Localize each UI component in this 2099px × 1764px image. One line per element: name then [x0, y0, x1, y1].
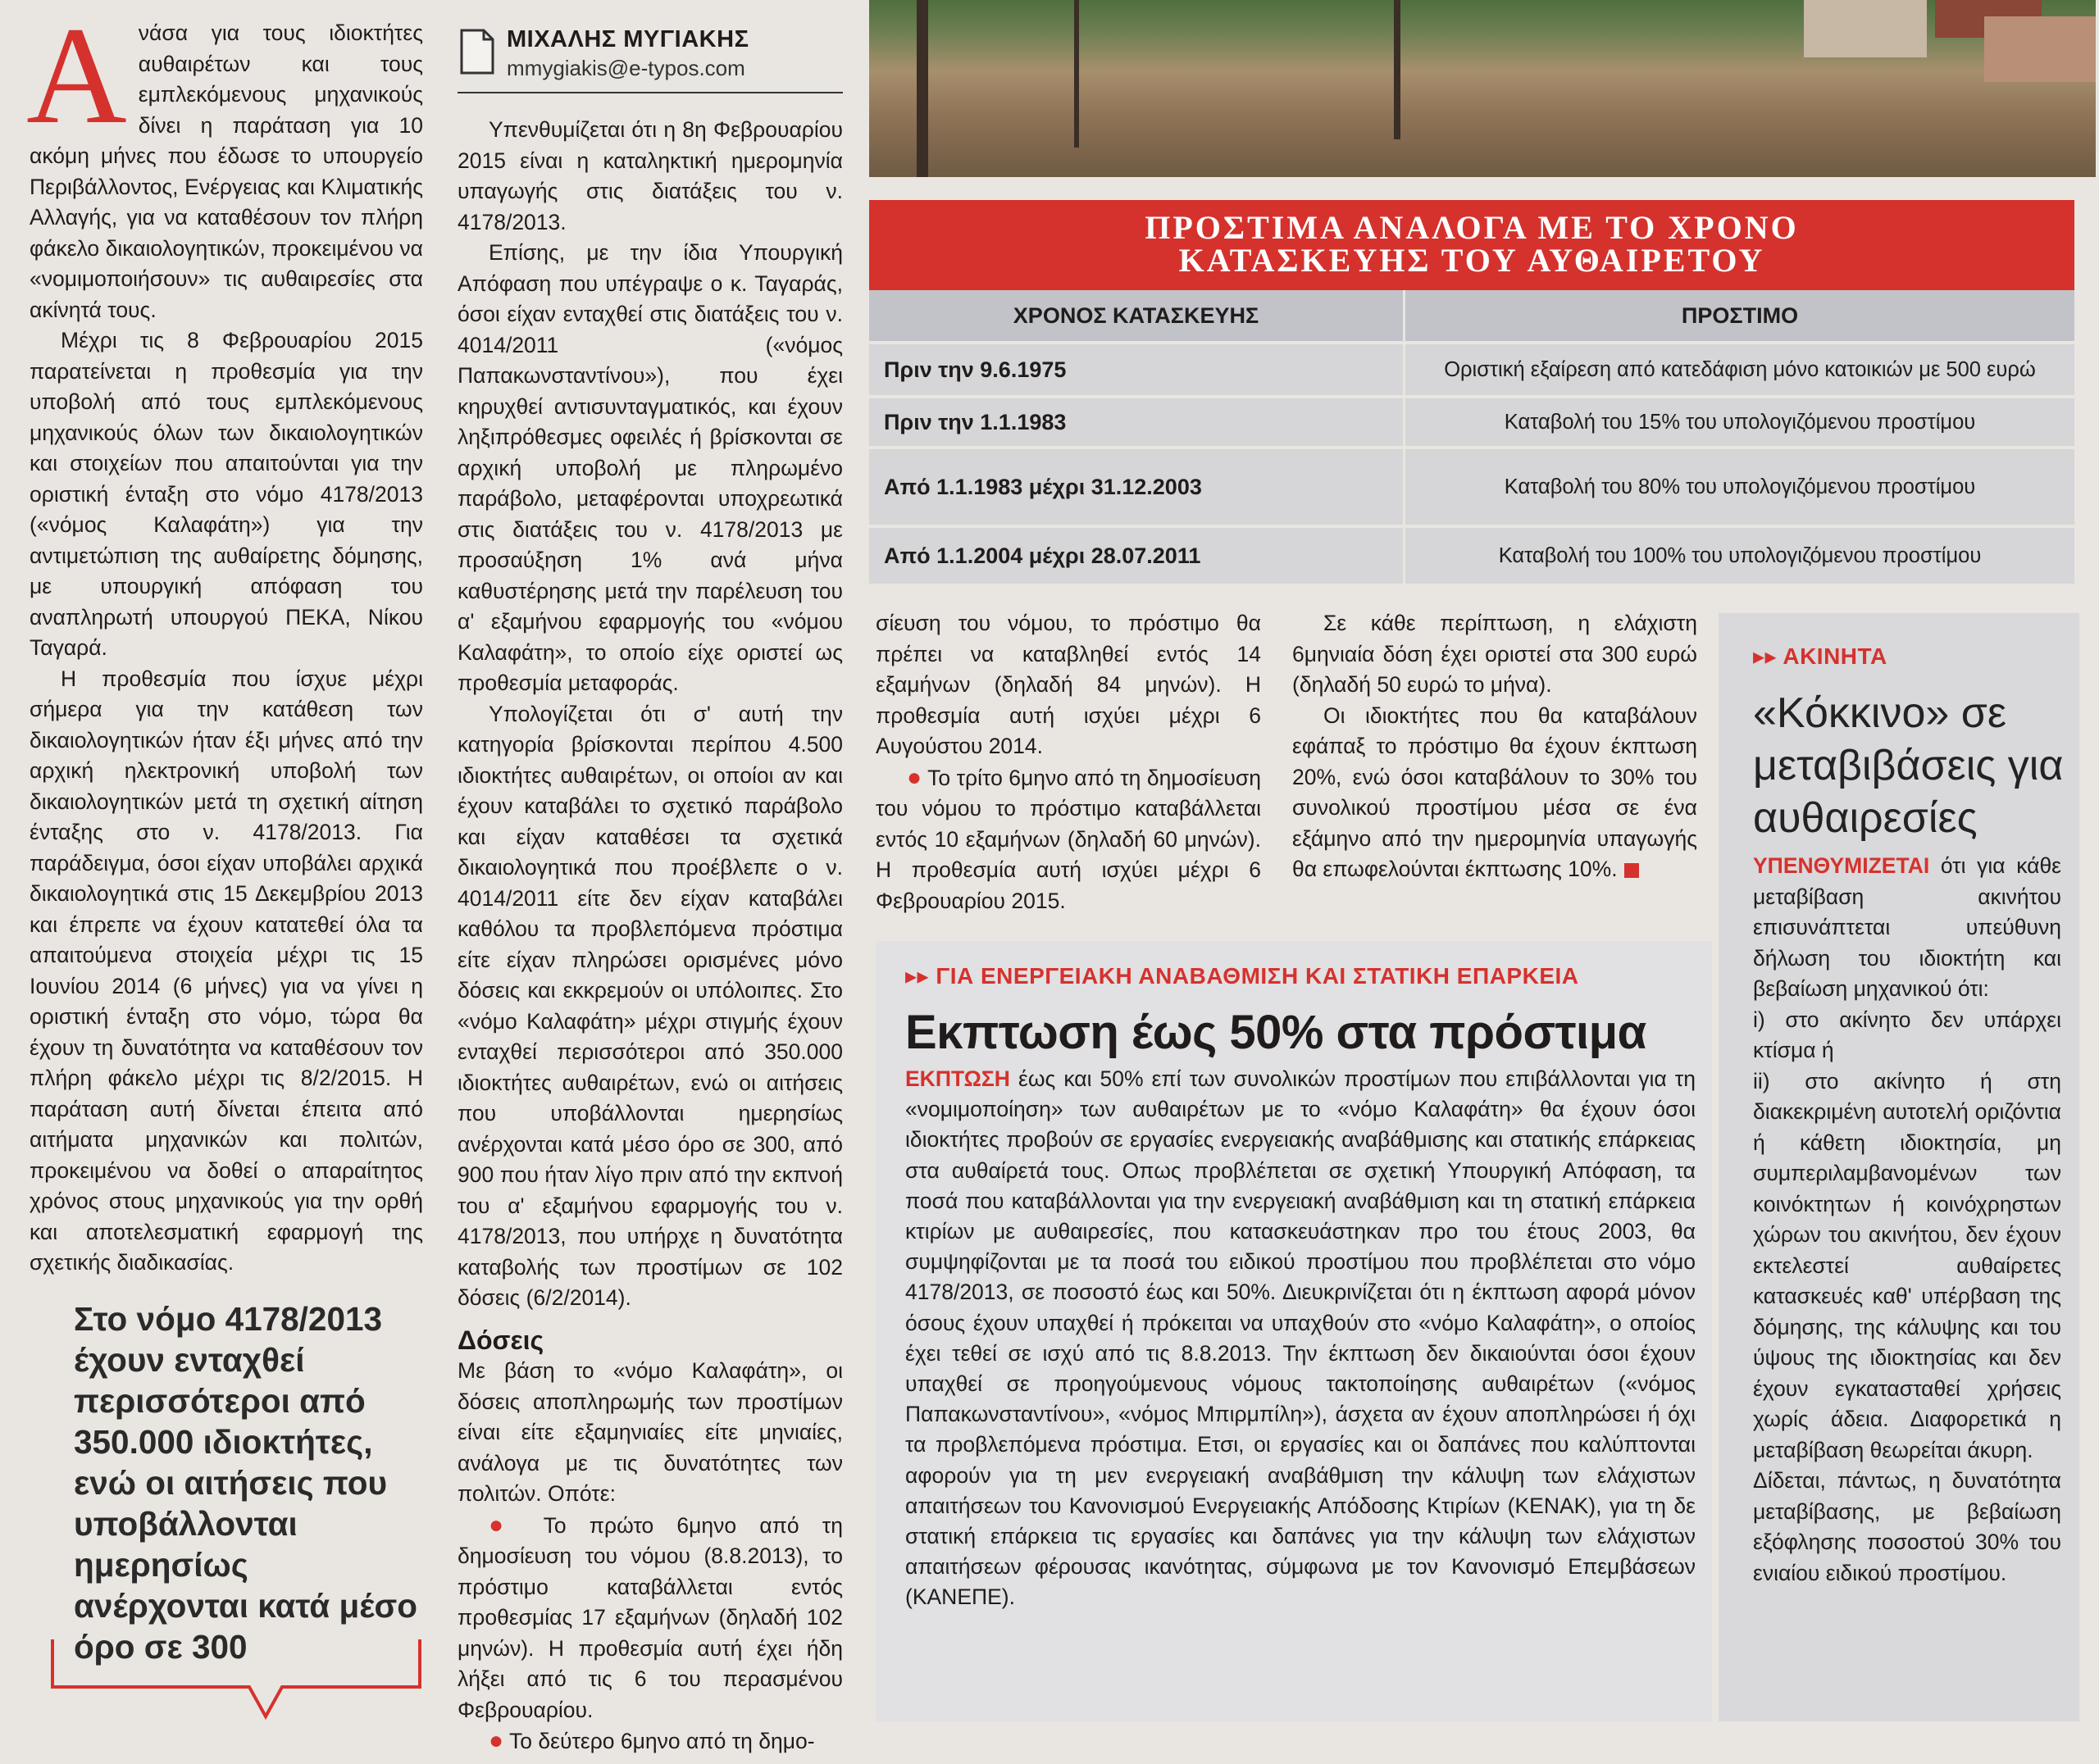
- paragraph-text: Οι ιδιοκτήτες που θα καταβάλουν εφάπαξ το πρόστιμο θα έχουν έκπτωση 20%, ενώ όσοι καταβάλουν το 30% του συνολικού προστίμου μέσα σε ένα εξάμηνο από την ημερομηνία υπαγωγής θα επωφελούνται έκπτωσης 10%.: [1292, 702, 1697, 881]
- body-text: ότι για κάθε μεταβίβαση ακινήτου επισυνάπτεται υπεύθυνη δήλωση του ιδιοκτήτη και βεβαίωση μηχανικού ότι:: [1753, 853, 2061, 1001]
- bullet-text: Το δεύτερο 6μηνο από τη δημο-: [509, 1729, 815, 1753]
- kicker-text: ΑΚΙΝΗΤΑ: [1783, 643, 1887, 669]
- table-title: [869, 200, 2074, 290]
- author-name: ΜΙΧΑΛΗΣ ΜΥΓΙΑΚΗΣ: [507, 26, 749, 52]
- article-column-4: [1292, 608, 1697, 885]
- bullet-text: Το πρώτο 6μηνο από τη δημοσίευση του νόμου (8.8.2013), το πρόστιμο καταβάλλεται εντός προθεσμίας 17 εξαμήνων (δηλαδή 102 μηνών). Η προθεσμία αυτή έχει ήδη λήξει από τις 6 του περασμένου Φεβρουαρίου.: [458, 1512, 844, 1722]
- document-icon: [459, 28, 495, 75]
- kicker-text: ΓΙΑ ΕΝΕΡΓΕΙΑΚΗ ΑΝΑΒΑΘΜΙΣΗ ΚΑΙ ΣΤΑΤΙΚΗ ΕΠΑΡΚΕΙΑ: [936, 963, 1579, 989]
- body-text: έως και 50% επί των συνολικών προστίμων που επιβάλλονται για τη «νομιμοποίηση» των αυθαιρέτων με το «νόμο Καλαφάτη» θα έχουν όσοι ιδιοκτήτες προβούν σε εργασίες ενεργειακής αναβάθμισης και στατικής επάρκειας στα αυθαίρετά τους. Οπως προβλέπεται σε σχετική Υπουργική Απόφαση, τα ποσά που καταβάλλονται για την ενεργειακή αναβάθμιση και τη στατική επάρκεια κτιρίων με αυθαιρεσίες, που κατασκευάστηκαν προ του έτους 2003, θα συμψηφίζονται με τα ποσά του ειδικού προστίμου που προβλέπεται στο νόμο 4178/2013, σε ποσοστό έως και 50%. Διευκρινίζεται ότι η έκπτωση αφορά μόνον όσους έχουν υπαχθεί ή πρόκειται να υπαχθούν στο «νόμο Καλαφάτη», ο οποίος έχει τεθεί σε ισχύ από τις 8.8.2013. Την έκπτωση δεν δικαιούνται όσοι έχουν υπαχθεί σε προηγούμενους νόμους τακτοποίησης αυθαιρέτων («νόμος Παπακωνσταντίνου», «νόμος Μπιρμπίλη»), άσχετα αν έχουν αποπληρώσει ή όχι τα προβλεπόμενα πρόστιμα. Ετσι, οι εργασίες και οι δαπάνες που καλύπτονται αφορούν για τη μεν ενεργειακή αναβάθμιση την κάλυψη των ελάχιστων απαιτήσεων του Κανονισμού Ενεργειακής Απόδοσης Κτιρίων (ΚΕΝΑΚ), για τη δε στατική επάρκεια τις εργασίες και δαπάνες για την κάλυψη των ελάχιστων απαιτήσεων φέρουσας ικανότητας, σύμφωνα με τον Κανονισμό Επεμβάσεων (ΚΑΝΕΠΕ).: [905, 1066, 1696, 1610]
- section-subhead: Δόσεις: [458, 1325, 544, 1355]
- pull-quote: Στο νόμο 4178/2013 έχουν ενταχθεί περισσότεροι από 350.000 ιδιοκτήτες, ενώ οι αιτήσεις που υποβάλλονται ημερησίως ανέρχονται κατά μέσο όρο σε 300: [74, 1300, 417, 1666]
- article-paragraph: Με βάση το «νόμο Καλαφάτη», οι δόσεις αποπληρωμής των προστίμων είναι είτε εξαμηνιαίες είτε μηνιαίες, ανάλογα με τις δυνατότητες των πολιτών. Οπότε:: [458, 1358, 843, 1506]
- property-sidebar-box: [1719, 613, 2079, 1721]
- table-title-line: ΠΡΟΣΤΙΜΑ ΑΝΑΛΟΓΑ ΜΕ ΤΟ ΧΡΟΝΟ: [1145, 209, 1799, 246]
- article-paragraph: Σε κάθε περίπτωση, η ελάχιστη 6μηνιαία δόση έχει οριστεί στα 300 ευρώ (δηλαδή 50 ευρώ το μήνα).: [1292, 611, 1697, 697]
- article-paragraph: [1292, 701, 1697, 885]
- table-row: [869, 397, 2074, 448]
- energy-upgrade-box: [876, 941, 1712, 1721]
- table-cell: Καταβολή του 80% του υπολογιζόμενου προστίμου: [1405, 448, 2075, 526]
- table-row: [869, 526, 2074, 584]
- lead-word: ΕΚΠΤΩΣΗ: [905, 1066, 1010, 1091]
- bullet-dot-icon: ●: [907, 763, 922, 791]
- callout-bracket-icon: [49, 1638, 426, 1720]
- sidebar-paragraph: [1753, 851, 2061, 1005]
- author-email[interactable]: mmygiakis@e-typos.com: [507, 56, 745, 80]
- byline: [458, 21, 843, 93]
- article-photo: [869, 0, 2096, 177]
- lead-word: ΥΠΕΝΘΥΜΙΖΕΤΑΙ: [1753, 853, 1930, 878]
- column-header: ΧΡΟΝΟΣ ΚΑΤΑΣΚΕΥΗΣ: [869, 290, 1405, 343]
- box-body: [905, 1064, 1696, 1613]
- box-kicker: [905, 962, 1579, 989]
- bullet-item: [458, 1510, 843, 1726]
- table-cell: Πριν την 9.6.1975: [869, 343, 1405, 397]
- table-cell: Οριστική εξαίρεση από κατεδάφιση μόνο κατοικιών με 500 ευρώ: [1405, 343, 2075, 397]
- article-paragraph: σίευση του νόμου, το πρόστιμο θα πρέπει να καταβληθεί εντός 14 εξαμήνων (δηλαδή 84 μηνών). Η προθεσμία αυτή ισχύει μέχρι 6 Αυγούστου 2014.: [876, 611, 1261, 758]
- article-column-2: [458, 115, 843, 1757]
- drop-cap: Α: [26, 0, 127, 152]
- table-cell: Από 1.1.1983 μέχρι 31.12.2003: [869, 448, 1405, 526]
- box-kicker: [1753, 643, 1887, 670]
- bullet-item: [458, 1725, 843, 1757]
- article-paragraph: Επίσης, με την ίδια Υπουργική Απόφαση που υπέγραψε ο κ. Ταγαράς, όσοι είχαν ενταχθεί στις διατάξεις του ν. 4014/2011 («νόμος Παπακωνσταντίνου»), που έχει κηρυχθεί αντισυνταγματικός, και έχουν ληξιπρόθεσμες οφειλές ή βρίσκονται σε αρχική υποβολή με πληρωμένο παράβολο, μεταφέρονται υποχρεωτικά στις διατάξεις του ν. 4178/2013 με προσαύξηση 1% ανά μήνα καθυστέρησης μετά την παρέλευση του α' εξαμήνου εφαρμογής του «νόμου Καλαφάτη», το οποίο είχε οριστεί ως προθεσμία μεταφοράς.: [458, 240, 843, 695]
- table-title-line: ΚΑΤΑΣΚΕΥΗΣ ΤΟΥ ΑΥΘΑΙΡΕΤΟΥ: [1178, 242, 1765, 279]
- table-cell: Από 1.1.2004 μέχρι 28.07.2011: [869, 526, 1405, 584]
- sidebar-item: ii) στο ακίνητο ή στη διακεκριμένη αυτοτελή οριζόντια ή κάθετη ιδιοκτησία, μη συμπεριλαμβανομένων των κοινόκτητων ή κοινόχρηστων χώρων του ακινήτου, δεν έχουν εκτελεστεί αυθαίρετες κατασκευές καθ' υπέρβαση της δόμησης, της κάλυψης και του ύψους της ιδιοκτησίας και δεν έχουν εγκατασταθεί χρήσεις χωρίς άδεια. Διαφορετικά η μεταβίβαση θεωρείται άκυρη.: [1753, 1068, 2061, 1462]
- article-paragraph: Υπολογίζεται ότι σ' αυτή την κατηγορία βρίσκονται περίπου 4.500 ιδιοκτήτες αυθαιρέτων, οι οποίοι αν και έχουν καταβάλει το σχετικό παράβολο και είχαν καταθέσει τα σχετικά δικαιολογητικά που προέβλεπε ο ν. 4014/2011 είτε δεν είχαν καταβάλει καθόλου τα προβλεπόμενα πρόστιμα είτε είχαν πληρώσει ορισμένες μόνο δόσεις και εκκρεμούν οι υπόλοιπες. Στο «νόμο Καλαφάτη» μέχρι στιγμής έχουν ενταχθεί περισσότεροι από 350.000 ιδιοκτήτες αυθαιρέτων, ενώ οι αιτήσεις που υποβάλλονται ημερησίως ανέρχονται κατά μέσο όρο σε 300, από 900 που ήταν λίγο πριν από την εκπνοή του α' εξαμήνου εφαρμογής του ν. 4178/2013, που υπήρχε η δυνατότητα καταβολής των προστίμων σε 102 δόσεις (6/2/2014).: [458, 701, 843, 1310]
- article-paragraph: νάσα για τους ιδιοκτήτες αυθαιρέτων και τους εμπλεκόμενους μηχανικούς δίνει η παράταση για 10 ακόμη μήνες που έδωσε το υπουργείο Περιβάλλοντος, Ενέργειας και Κλιματικής Αλλαγής, για να καταθέσουν τον πλήρη φάκελο δικαιολογητικών, προκειμένου να «νομιμοποιήσουν» τις αυθαιρεσίες στα ακίνητά τους.: [30, 20, 423, 322]
- article-paragraph: Η προθεσμία που ίσχυε μέχρι σήμερα για την κατάθεση των δικαιολογητικών ήταν έξι μήνες από την αρχική ηλεκτρονική υποβολή των δικαιολογητικών μετά τη σχετική αίτηση ένταξης στο ν. 4178/2013. Για παράδειγμα, όσοι είχαν υποβάλει αρχικά δικαιολογητικά στις 15 Δεκεμβρίου 2013 και έπρεπε να έχουν κατατεθεί όλα τα απαιτούμενα στοιχεία μέχρι τις 15 Ιουνίου 2014 (6 μήνες) για να γίνει η οριστική ένταξη στο νόμο, τώρα θα έχουν τη δυνατότητα να καταθέσουν τον πλήρη φάκελο μέχρι τις 8/2/2015. Η παράταση αυτή δίνεται έπειτα από αιτήματα μηχανικών και πολιτών, προκειμένου να δοθεί ο απαραίτητος χρόνος στους μηχανικούς για την ορθή και αποτελεσματική εφαρμογή της σχετικής διαδικασίας.: [30, 666, 423, 1275]
- article-column-1: [26, 0, 423, 1279]
- box-title: Εκπτωση έως 50% στα πρόστιμα: [905, 1006, 1646, 1059]
- fines-table-box: [869, 200, 2074, 584]
- box-title: «Κόκκινο» σε μεταβιβάσεις για αυθαιρεσίες: [1753, 689, 2064, 842]
- article-paragraph: Υπενθυμίζεται ότι η 8η Φεβρουαρίου 2015 είναι η καταληκτική ημερομηνία υπαγωγής στις διατάξεις του ν. 4178/2013.: [458, 117, 843, 234]
- bullet-dot-icon: ●: [489, 1511, 521, 1539]
- bullet-dot-icon: ●: [489, 1727, 504, 1754]
- table-cell: Πριν την 1.1.1983: [869, 397, 1405, 448]
- table-cell: Καταβολή του 100% του υπολογιζόμενου προστίμου: [1405, 526, 2075, 584]
- bullet-text: Το τρίτο 6μηνο από τη δημοσίευση του νόμου το πρόστιμο καταβάλλεται εντός 10 εξαμήνων (δηλαδή 60 μηνών). Η προθεσμία αυτή ισχύει μέχρι 6 Φεβρουαρίου 2015.: [876, 765, 1261, 913]
- table-row: [869, 343, 2074, 397]
- column-header: ΠΡΟΣΤΙΜΟ: [1405, 290, 2075, 343]
- double-arrow-icon: ▸▸: [905, 963, 930, 989]
- bullet-item: [876, 762, 1261, 917]
- box-body: [1753, 851, 2061, 1589]
- article-paragraph: Μέχρι τις 8 Φεβρουαρίου 2015 παρατείνεται η προθεσμία για την υποβολή από τους εμπλεκόμενους μηχανικούς όλων των δικαιολογητικών και στοιχείων που απαιτούνται για την οριστική ένταξη στο νόμο 4178/2013 («νόμος Καλαφάτη») για την αντιμετώπιση της αυθαίρετης δόμησης, με υπουργική απόφαση του αναπληρωτή υπουργού ΠΕΚΑ, Νίκου Ταγαρά.: [30, 328, 423, 660]
- article-column-3: [876, 608, 1261, 916]
- sidebar-paragraph: Δίδεται, πάντως, η δυνατότητα μεταβίβασης, με βεβαίωση εξόφλησης ποσοστού 30% του ενιαίου ειδικού προστίμου.: [1753, 1468, 2061, 1585]
- end-mark-icon: [1624, 863, 1639, 878]
- table-row: [869, 448, 2074, 526]
- fines-table: [869, 290, 2074, 584]
- table-cell: Καταβολή του 15% του υπολογιζόμενου προστίμου: [1405, 397, 2075, 448]
- sidebar-item: i) στο ακίνητο δεν υπάρχει κτίσμα ή: [1753, 1007, 2061, 1062]
- double-arrow-icon: ▸▸: [1753, 643, 1778, 669]
